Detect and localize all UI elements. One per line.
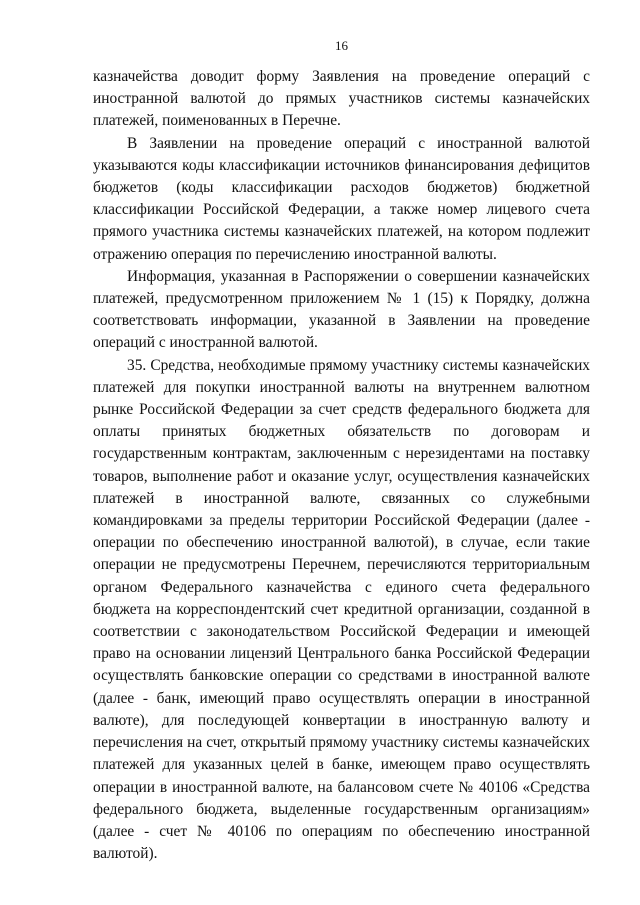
paragraph-payment-order-info: Информация, указанная в Распоряжении о совершении казначейских платежей, предусмотренном приложением № 1 (15) к Порядку, должна соответствовать информации, указанной в Заявлении на проведение операций с иностранной валютой. [93,267,590,352]
paragraph-application-codes: В Заявлении на проведение операций с иностранной валютой указываются коды классификации источников финансирования дефицитов бюджетов (коды классификации расходов бюджетов) бюджетной классификации Российской Федерации, а также номер лицевого счета прямого участника системы казначейских платежей, на котором подлежит отражению операция по перечислению иностранной валюты. [93,134,590,263]
paragraph-item-35: 35. Средства, необходимые прямому участнику системы казначейских платежей для покупки иностранной валюты на внутреннем валютном рынке Российской Федерации за счет средств федерального бюджета для оплаты принятых бюджетных обязательств по договорам и государственным контрактам, заключенным с нерезидентами на поставку товаров, выполнение работ и оказание услуг, осуществления казначейских платежей в иностранной валюте, связанных со служебными командировками за пределы территории Российской Федерации (далее - операции по обеспечению иностранной валютой), в случае, если такие операции не предусмотрены Перечнем, перечисляются территориальным органом Федерального казначейства с единого счета федерального бюджета на корреспондентский счет кредитной организации, созданной в соответствии с законодательством Российской Федерации и имеющей право на основании лицензий Центрального банка Российской Федерации осуществлять банковские операции со средствами в иностранной валюте (далее - банк, имеющий право осуществлять операции в иностранной валюте), для последующей конвертации в иностранную валюту и перечисления на счет, открытый прямому участнику системы казначейских платежей для указанных целей в банке, имеющем право осуществлять операции в иностранной валюте, на балансовом счете № 40106 «Средства федерального бюджета, выделенные государственным организациям» (далее - счет № 40106 по операциям по обеспечению иностранной валютой). [93,356,590,863]
page-number: 16 [335,38,348,53]
paragraph-continuation: казначейства доводит форму Заявления на проведение операций с иностранной валютой до прямых участников системы казначейских платежей, поименованных в Перечне. [93,68,590,130]
